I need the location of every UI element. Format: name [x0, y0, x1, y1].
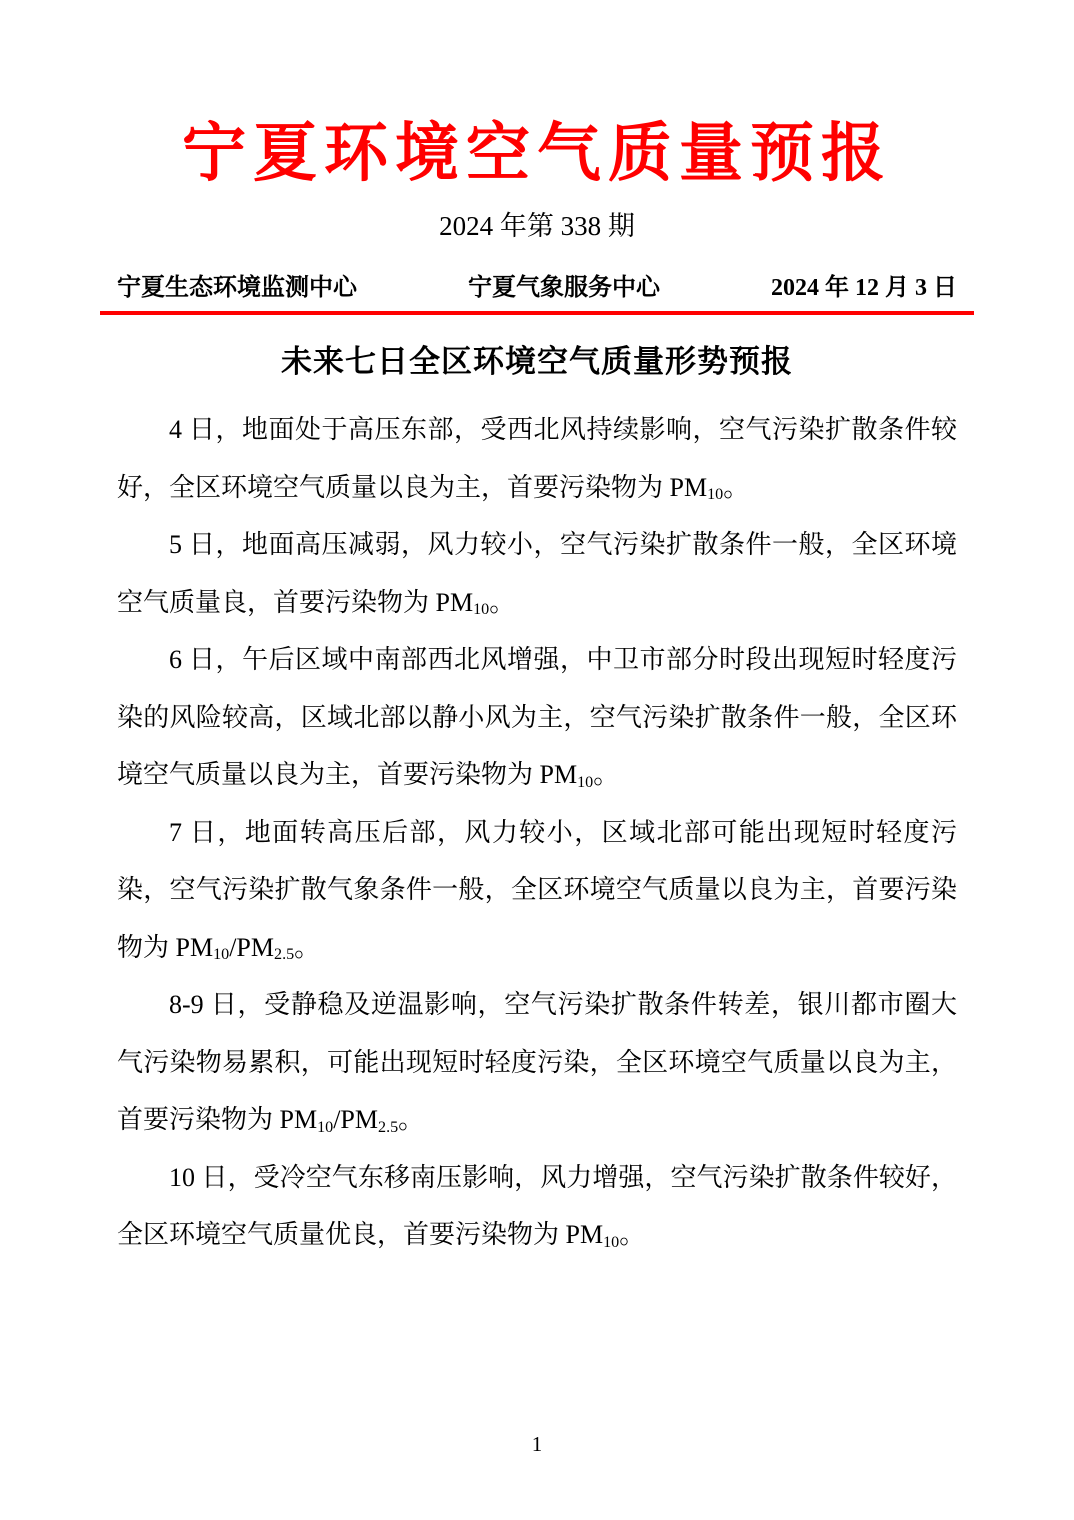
pollutant-subscript: 2.5: [274, 946, 295, 964]
pollutant-subscript: 10: [317, 1118, 334, 1136]
paragraph-text: 。: [723, 472, 750, 502]
org-monitoring-center: 宁夏生态环境监测中心: [117, 275, 357, 301]
section-heading: 未来七日全区环境空气质量形势预报: [281, 344, 793, 379]
paragraph-text: 5 日，地面高压减弱，风力较小，空气污染扩散条件一般，全区环境空气质量良，首要污染物为 PM: [117, 530, 957, 617]
pollutant-subscript: 10: [603, 1233, 620, 1251]
pollutant-subscript: 10: [577, 773, 594, 791]
forecast-paragraph: [117, 516, 957, 631]
forecast-paragraph: [117, 631, 957, 804]
document-content: [0, 116, 1074, 1264]
forecast-paragraph: [117, 401, 957, 516]
pollutant-subscript: 10: [213, 946, 230, 964]
issue-number: 2024 年第 338 期: [439, 211, 635, 241]
paragraph-text: 8-9 日，受静稳及逆温影响，空气污染扩散条件转差，银川都市圈大气污染物易累积，可能出现短时轻度污染，全区环境空气质量以良为主，首要污染物为 PM: [117, 990, 957, 1134]
org-weather-center: 宁夏气象服务中心: [468, 275, 660, 301]
paragraph-text: 。: [398, 1105, 425, 1134]
paragraph-text: 10 日，受冷空气东移南压影响，风力增强，空气污染扩散条件较好，全区环境空气质量优良，首要污染物为 PM: [117, 1162, 957, 1249]
forecast-paragraph: [117, 804, 957, 977]
forecast-paragraph: [117, 976, 957, 1149]
forecast-paragraphs: [117, 401, 957, 1264]
paragraph-text: 。: [294, 932, 321, 962]
page-number: 1: [531, 1432, 543, 1456]
paragraph-text: 。: [593, 760, 620, 789]
pollutant-subscript: 2.5: [378, 1118, 399, 1136]
paragraph-text: 6 日，午后区域中南部西北风增强，中卫市部分时段出现短时轻度污染的风险较高，区域北部以静小风为主，空气污染扩散条件一般，全区环境空气质量以良为主，首要污染物为 PM: [117, 645, 957, 789]
issue-date: 2024 年 12 月 3 日: [771, 275, 957, 301]
paragraph-text: 。: [619, 1220, 646, 1249]
header-row: [117, 272, 957, 304]
pollutant-subscript: 10: [707, 486, 724, 504]
forecast-paragraph: [117, 1149, 957, 1264]
paragraph-text: 。: [489, 587, 516, 617]
paragraph-text: /PM: [333, 1105, 379, 1134]
paragraph-text: 7 日，地面转高压后部，风力较小，区域北部可能出现短时轻度污染，空气污染扩散气象条件一般，全区环境空气质量以良为主，首要污染物为 PM: [117, 817, 957, 962]
document-title: 宁夏环境空气质量预报: [182, 118, 892, 189]
paragraph-text: 4 日，地面处于高压东部，受西北风持续影响，空气污染扩散条件较好，全区环境空气质量以良为主，首要污染物为 PM: [117, 415, 957, 502]
paragraph-text: /PM: [229, 932, 275, 962]
red-divider-rule: [100, 311, 974, 315]
pollutant-subscript: 10: [473, 601, 490, 619]
